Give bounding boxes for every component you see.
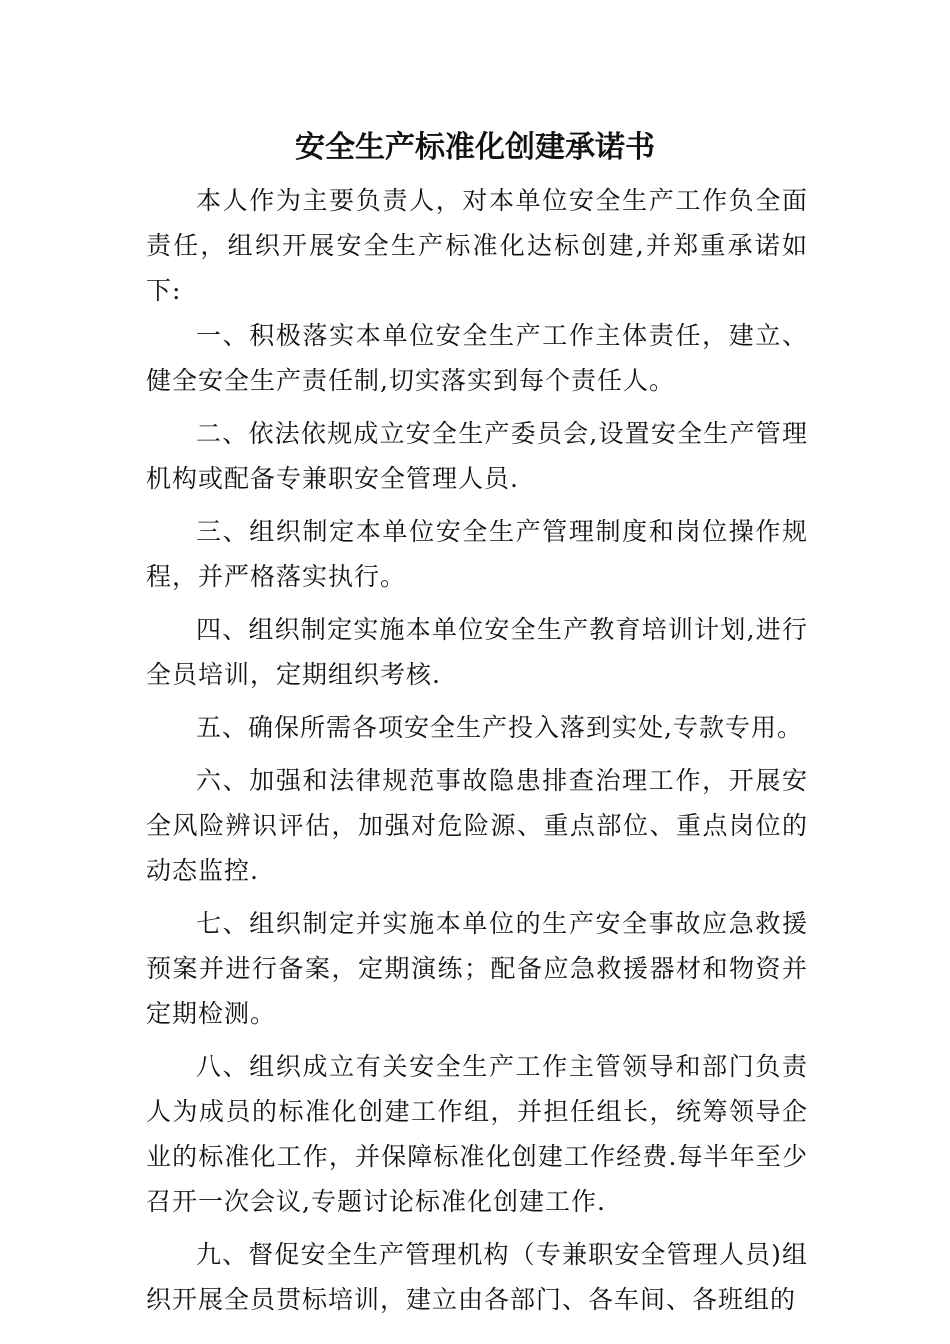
paragraph-item-3: 三、组织制定本单位安全生产管理制度和岗位操作规程，并严格落实执行。 xyxy=(146,517,808,591)
paragraph-item-2: 二、依法依规成立安全生产委员会,设置安全生产管理机构或配备专兼职安全管理人员. xyxy=(146,419,808,493)
paragraph-intro: 本人作为主要负责人，对本单位安全生产工作负全面责任，组织开展安全生产标准化达标创建,并郑重承诺如下: xyxy=(146,186,808,305)
paragraph-item-4: 四、组织制定实施本单位安全生产教育培训计划,进行全员培训，定期组织考核. xyxy=(146,615,808,689)
paragraph-item-8: 八、组织成立有关安全生产工作主管领导和部门负责人为成员的标准化创建工作组，并担任组长，统筹领导企业的标准化工作，并保障标准化创建工作经费.每半年至少召开一次会议,专题讨论标准化创建工作. xyxy=(146,1052,808,1216)
document-body xyxy=(146,178,808,1322)
document-title: 安全生产标准化创建承诺书 xyxy=(295,130,655,165)
paragraph-item-9: 九、督促安全生产管理机构（专兼职安全管理人员)组织开展全员贯标培训，建立由各部门、各车间、各班组的 xyxy=(146,1240,808,1314)
paragraph-item-6: 六、加强和法律规范事故隐患排查治理工作，开展安全风险辨识评估，加强对危险源、重点部位、重点岗位的动态监控. xyxy=(146,766,808,885)
paragraph-item-5: 五、确保所需各项安全生产投入落到实处,专款专用。 xyxy=(196,713,803,742)
paragraph-item-7: 七、组织制定并实施本单位的生产安全事故应急救援预案并进行备案，定期演练；配备应急救援器材和物资并定期检测。 xyxy=(146,909,808,1028)
paragraph-item-1: 一、积极落实本单位安全生产工作主体责任，建立、健全安全生产责任制,切实落实到每个责任人。 xyxy=(146,321,808,395)
